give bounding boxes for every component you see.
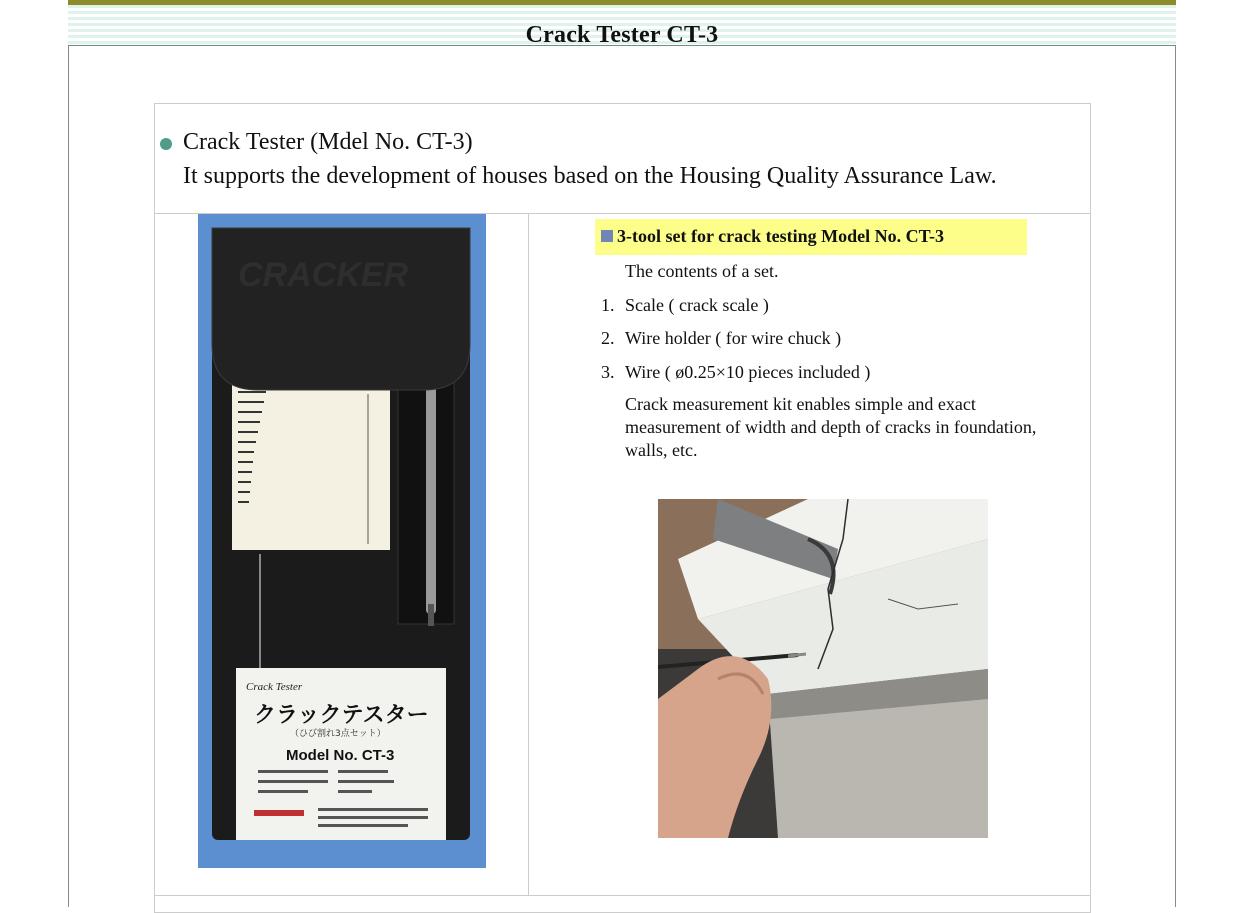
intro-section (155, 104, 1090, 214)
label-jp: クラックテスター (254, 703, 429, 728)
list-item-number: 2. (601, 328, 615, 348)
product-photo (198, 214, 486, 868)
table-row-divider (155, 895, 1090, 896)
set-description: Crack measurement kit enables simple and exact measurement of width and depth of cracks in foundation, walls, etc. (625, 394, 1037, 460)
square-bullet-icon (601, 230, 613, 242)
title-bar (68, 0, 1176, 46)
set-heading (595, 219, 1027, 255)
set-heading-text: 3-tool set for crack testing Model No. CT-3 (617, 226, 944, 246)
label-jp-sub: （ひび割れ3点セット） (290, 729, 386, 739)
content-table (154, 103, 1091, 913)
label-model: Model No. CT-3 (286, 747, 395, 764)
list-item: Wire ( ø0.25×10 pieces included ) (625, 362, 871, 382)
list-item-number: 1. (601, 295, 615, 315)
list-item: Wire holder ( for wire chuck ) (625, 328, 842, 348)
contents-label: The contents of a set. (625, 261, 779, 281)
set-details-cell (529, 214, 1090, 896)
usage-photo (658, 499, 988, 838)
label-small: Crack Tester (246, 681, 303, 693)
product-photo-cell (155, 214, 529, 896)
intro-title: Crack Tester (Mdel No. CT-3) (183, 129, 473, 155)
intro-description: It supports the development of houses based on the Housing Quality Assurance Law. (183, 163, 997, 189)
list-item: Scale ( crack scale ) (625, 295, 769, 315)
list-item-number: 3. (601, 362, 615, 382)
bullet-icon (160, 138, 172, 150)
page-title: Crack Tester CT-3 (525, 22, 719, 48)
svg-text:CRACKER: CRACKER (238, 256, 408, 294)
